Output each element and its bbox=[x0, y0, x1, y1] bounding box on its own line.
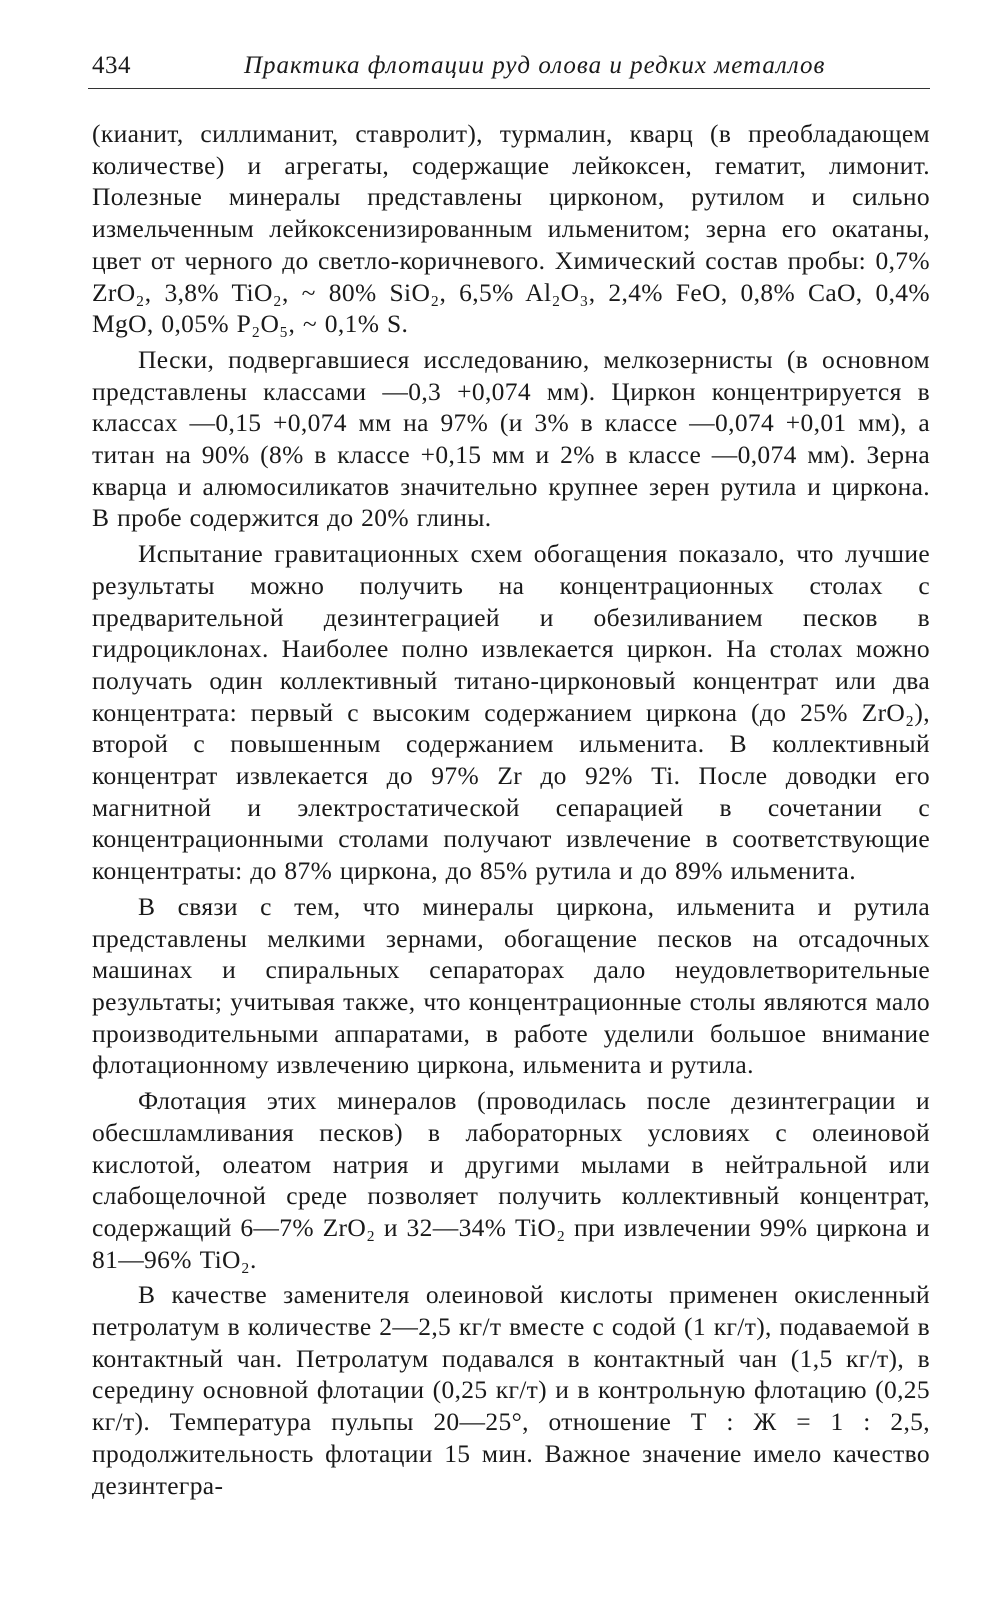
running-title: Практика флотации руд олова и редких металлов bbox=[244, 52, 826, 79]
header-rule bbox=[88, 88, 930, 89]
body-text bbox=[92, 118, 930, 1505]
page-number: 434 bbox=[92, 52, 131, 79]
paragraph-4: В связи с тем, что минералы циркона, ильменита и рутила представлены мелкими зернами, обогащение песков на отсадочных машинах и спиральных сепараторах дало неудовлетворительные результаты; учитывая также, что концентрационные столы являются мало производительными аппаратами, в работе уделили большое внимание флотационному извлечению циркона, ильменита и рутила. bbox=[92, 891, 930, 1080]
paragraph-5: Флотация этих минералов (проводилась после дезинтеграции и обесшламливания песков) в лабораторных условиях с олеиновой кислотой, олеатом натрия и другими мылами в нейтральной или слабощелочной среде позволяет получить коллективный концентрат, содержащий 6—7% ZrO₂ и 32—34% TiO₂ при извлечении 99% циркона и 81—96% TiO₂. bbox=[92, 1086, 930, 1274]
paragraph-1: (кианит, силлиманит, ставролит), турмалин, кварц (в преобладающем количестве) и агрегаты, содержащие лейкоксен, гематит, лимонит. Полезные минералы представлены цирконом, рутилом и сильно измельченным лейкоксенизированным ильменитом; зерна его окатаны, цвет от черного до светло-коричневого. Химический состав пробы: 0,7% ZrO₂, 3,8% TiO₂, ~ 80% SiO₂, 6,5% Al₂O₃, 2,4% FeO, 0,8% CaO, 0,4% MgO, 0,05% P₂O₅, ~ 0,1% S. bbox=[92, 119, 930, 339]
paragraph-6: В качестве заменителя олеиновой кислоты применен окисленный петролатум в количестве 2—2,5 кг/т вместе с содой (1 кг/т), подаваемой в контактный чан. Петролатум подавался в контактный чан (1,5 кг/т), в середину основной флотации (0,25 кг/т) и в контрольную флотацию (0,25 кг/т). Температура пульпы 20—25°, отношение Т : Ж = 1 : 2,5, продолжительность флотации 15 мин. Важное значение имело качество дезинтегра- bbox=[92, 1280, 930, 1500]
page-header bbox=[88, 46, 930, 96]
paragraph-2: Пески, подвергавшиеся исследованию, мелкозернисты (в основном представлены классами —0,3 +0,074 мм). Циркон концентрируется в классах —0,15 +0,074 мм на 97% (и 3% в классе —0,074 +0,01 мм), а титан на 90% (8% в классе +0,15 мм и 2% в классе —0,074 мм). Зерна кварца и алюмосиликатов значительно крупнее зерен рутила и циркона. В пробе содержится до 20% глины. bbox=[92, 344, 930, 533]
paragraph-3: Испытание гравитационных схем обогащения показало, что лучшие результаты можно получить на концентрационных столах с предварительной дезинтеграцией и обезиливанием песков в гидроциклонах. Наиболее полно извлекается циркон. На столах можно получать один коллективный титано-цирконовый концентрат или два концентрата: первый с высоким содержанием циркона (до 25% ZrO₂), второй с повышенным содержанием ильменита. В коллективный концентрат извлекается до 97% Zr до 92% Ti. После доводки его магнитной и электростатической сепарацией в сочетании с концентрационными столами получают извлечение в соответствующие концентраты: до 87% циркона, до 85% рутила и до 89% ильменита. bbox=[92, 539, 930, 886]
